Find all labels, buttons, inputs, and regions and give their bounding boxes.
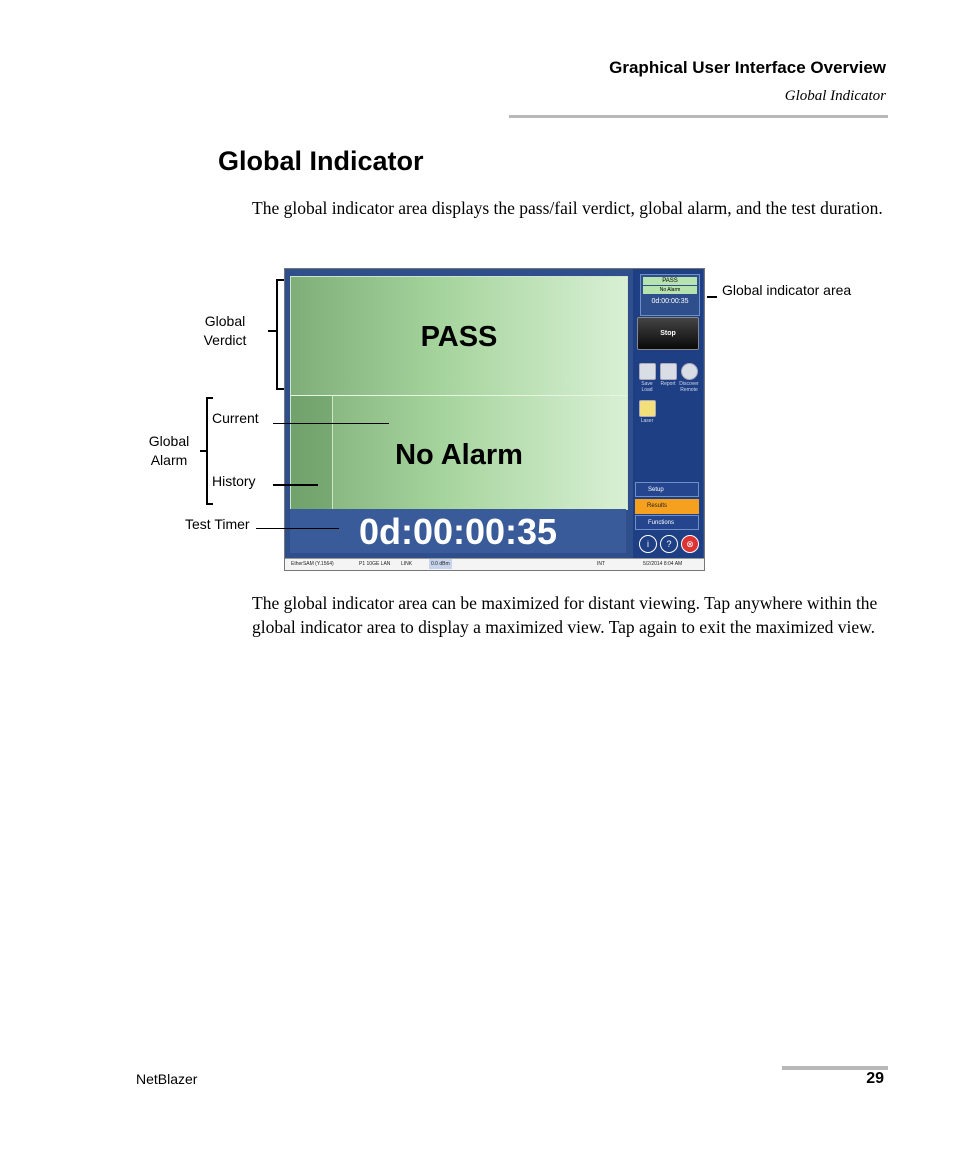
status-test-name: EtherSAM (Y.1564) <box>291 561 334 567</box>
bracket-verdict-top <box>276 279 284 281</box>
right-sidebar <box>633 269 703 558</box>
discover-remote-icon[interactable] <box>681 363 698 380</box>
menu-results[interactable]: Results <box>635 499 699 514</box>
status-link: LINK <box>401 561 413 567</box>
status-clock: INT <box>597 561 606 567</box>
save-load-icon[interactable] <box>639 363 656 380</box>
mini-global-indicator[interactable] <box>640 274 700 316</box>
test-timer: 0d:00:00:35 <box>358 511 558 552</box>
gui-screenshot <box>284 268 705 571</box>
menu-setup[interactable]: Setup <box>635 482 699 497</box>
leader-history <box>273 484 318 486</box>
mini-timer: 0d:00:00:35 <box>651 298 689 305</box>
leader-global-indicator-area <box>707 296 717 298</box>
callout-global-verdict: Global Verdict <box>203 313 247 348</box>
callout-global-alarm: Global Alarm <box>148 433 190 468</box>
report-label: Report <box>660 381 676 387</box>
running-header-title: Graphical User Interface Overview <box>609 58 886 77</box>
leader-test-timer <box>256 528 339 529</box>
status-port: P1 10GE LAN <box>359 561 391 567</box>
maximize-paragraph: The global indicator area can be maximized for distant viewing. Tap anywhere within the global indicator area to display a maximized view. Tap again to exit the maximized view. <box>252 593 878 637</box>
intro-paragraph: The global indicator area displays the pass/fail verdict, global alarm, and the test duration. <box>252 198 883 218</box>
bracket-verdict-tick <box>268 330 276 332</box>
page-title: Global Indicator <box>218 146 424 176</box>
alarm-divider <box>291 395 627 396</box>
discover-remote-label: Discover Remote <box>679 381 699 393</box>
global-verdict: PASS <box>420 321 498 353</box>
test-timer-panel <box>290 509 626 553</box>
menu-functions[interactable]: Functions <box>635 515 699 530</box>
global-alarm: No Alarm <box>395 439 523 471</box>
report-icon[interactable] <box>660 363 677 380</box>
global-indicator-area[interactable] <box>290 276 628 510</box>
callout-test-timer: Test Timer <box>185 516 250 532</box>
bracket-alarm-top <box>206 397 213 399</box>
header-rule <box>509 115 888 118</box>
save-load-label: Save Load <box>641 381 653 393</box>
bracket-verdict <box>276 279 278 390</box>
leader-current <box>273 423 389 424</box>
callout-global-indicator-area: Global indicator area <box>722 282 852 298</box>
laser-icon[interactable] <box>639 400 656 417</box>
mini-verdict: PASS <box>643 277 697 285</box>
callout-history: History <box>212 473 256 489</box>
mini-alarm: No Alarm <box>643 286 697 294</box>
page-number: 29 <box>866 1070 884 1087</box>
status-bar <box>285 558 704 571</box>
bracket-alarm-bottom <box>206 503 213 505</box>
status-power: 0.0 dBm <box>431 561 450 567</box>
bracket-verdict-bottom <box>276 388 284 390</box>
running-header-subtitle: Global Indicator <box>784 88 886 104</box>
exit-button[interactable]: ⊗ <box>681 535 699 553</box>
help-button[interactable]: ? <box>660 535 678 553</box>
bracket-alarm <box>206 397 208 505</box>
laser-label: Laser <box>640 418 654 424</box>
footer-product: NetBlazer <box>136 1071 198 1087</box>
bracket-alarm-tick <box>200 450 206 452</box>
status-datetime: 5/2/2014 8:04 AM <box>643 561 683 567</box>
callout-current: Current <box>212 410 259 426</box>
info-button[interactable]: i <box>639 535 657 553</box>
stop-button[interactable]: Stop <box>637 317 699 350</box>
